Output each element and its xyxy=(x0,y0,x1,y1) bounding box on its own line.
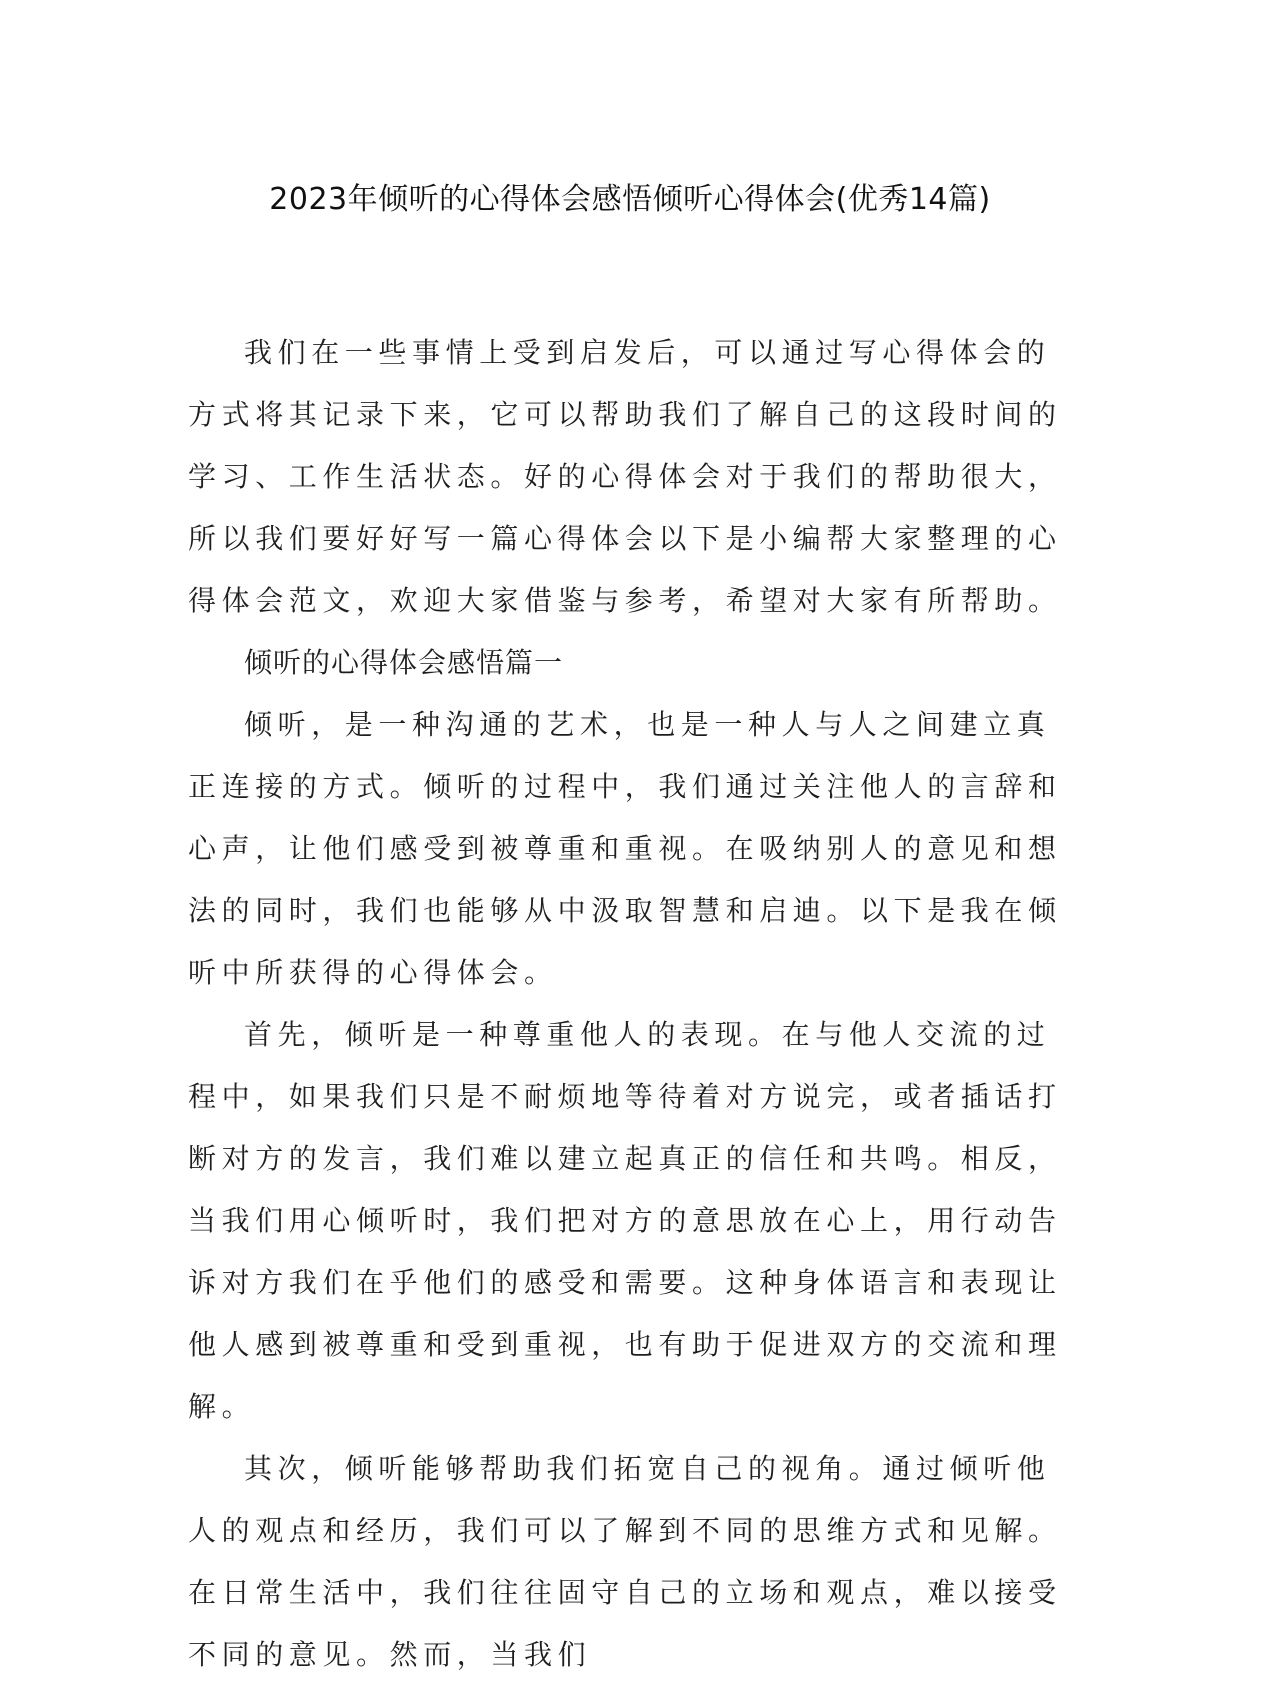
document-body xyxy=(188,322,1078,1686)
body-paragraph: 首先，倾听是一种尊重他人的表现。在与他人交流的过程中，如果我们只是不耐烦地等待着对方说完，或者插话打断对方的发言，我们难以建立起真正的信任和共鸣。相反，当我们用心倾听时，我们把对方的意思放在心上，用行动告诉对方我们在乎他们的感受和需要。这种身体语言和表现让他人感到被尊重和受到重视，也有助于促进双方的交流和理解。 xyxy=(188,1018,1062,1423)
section-heading: 倾听的心得体会感悟篇一 xyxy=(244,646,564,679)
body-paragraph: 其次，倾听能够帮助我们拓宽自己的视角。通过倾听他人的观点和经历，我们可以了解到不同的思维方式和见解。在日常生活中，我们往往固守自己的立场和观点，难以接受不同的意见。然而，当我们 xyxy=(188,1452,1062,1671)
intro-paragraph: 我们在一些事情上受到启发后，可以通过写心得体会的方式将其记录下来，它可以帮助我们了解自己的这段时间的学习、工作生活状态。好的心得体会对于我们的帮助很大，所以我们要好好写一篇心得体会以下是小编帮大家整理的心得体会范文，欢迎大家借鉴与参考，希望对大家有所帮助。 xyxy=(188,336,1062,617)
document-title: 2023年倾听的心得体会感悟倾听心得体会(优秀14篇) xyxy=(269,182,991,217)
body-paragraph: 倾听，是一种沟通的艺术，也是一种人与人之间建立真正连接的方式。倾听的过程中，我们通过关注他人的言辞和心声，让他们感受到被尊重和重视。在吸纳别人的意见和想法的同时，我们也能够从中汲取智慧和启迪。以下是我在倾听中所获得的心得体会。 xyxy=(188,708,1062,989)
